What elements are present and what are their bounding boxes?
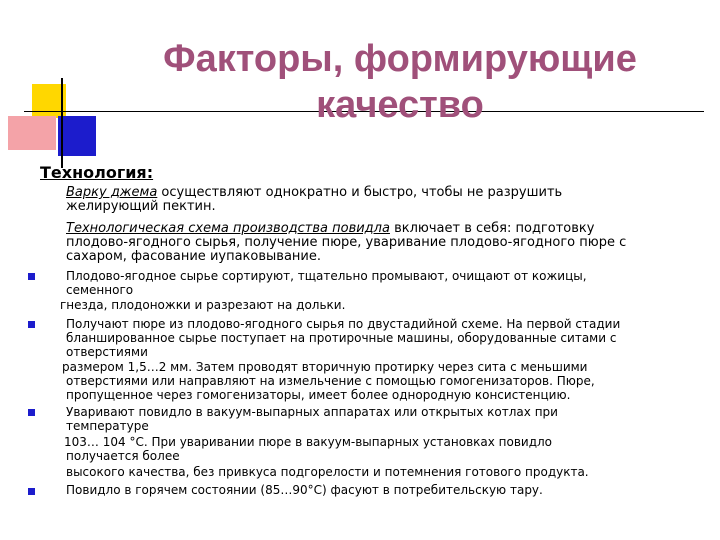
decor-blue-square xyxy=(58,116,96,156)
bullet-3-line-4: получается более xyxy=(66,449,180,463)
bullet-square-icon xyxy=(28,409,35,416)
bullet-square-icon xyxy=(28,273,35,280)
bullet-2-line-4: размером 1,5…2 мм. Затем проводят вторичную протирку через сита с меньшими xyxy=(62,360,588,374)
bullet-1-line-1: Плодово-ягодное сырье сортируют, тщательно промывают, очищают от кожицы, xyxy=(66,269,587,283)
slide-title xyxy=(100,36,700,128)
paragraph-jam-rest: осуществляют однократно и быстро, чтобы не разрушить xyxy=(157,185,563,200)
bullet-2-line-5: отверстиями или направляют на измельчение с помощью гомогенизаторов. Пюре, xyxy=(66,374,595,388)
bullet-3-line-5: высокого качества, без привкуса подгорелости и потемнения готового продукта. xyxy=(66,465,589,479)
paragraph-scheme-line-1 xyxy=(66,222,594,236)
decor-pink-square xyxy=(8,116,56,150)
paragraph-jam-emphasis: Варку джема xyxy=(66,185,158,200)
paragraph-scheme-line-3: сахаром, фасование иупаковывание. xyxy=(66,249,321,264)
bullet-2-line-3: отверстиями xyxy=(66,345,148,359)
slide-title-line-2: качество xyxy=(316,84,484,126)
decor-vertical-line xyxy=(61,78,63,168)
bullet-3-line-1: Уваривают повидло в вакуум-выпарных аппаратах или открытых котлах при xyxy=(66,405,558,419)
bullet-1-line-3: гнезда, плодоножки и разрезают на дольки. xyxy=(60,298,346,312)
bullet-2-line-1: Получают пюре из плодово-ягодного сырья по двустадийной схеме. На первой стадии xyxy=(66,317,621,331)
bullet-1-line-2: семенного xyxy=(66,283,134,297)
slide-title-line-1: Факторы, формирующие xyxy=(163,38,637,80)
section-heading: Технология: xyxy=(40,163,154,182)
bullet-3-line-2: температуре xyxy=(66,419,149,433)
paragraph-jam-line-2: желирующий пектин. xyxy=(66,199,216,214)
paragraph-jam-line-1 xyxy=(66,186,562,200)
paragraph-scheme-line-2: плодово-ягодного сырья, получение пюре, уваривание плодово-ягодного пюре с xyxy=(66,235,627,250)
paragraph-scheme-emphasis: Технологическая схема производства повидла xyxy=(66,221,390,236)
bullet-square-icon xyxy=(28,321,35,328)
bullet-4-line-1: Повидло в горячем состоянии (85…90°С) фасуют в потребительскую тару. xyxy=(66,483,543,497)
bullet-2-line-6: пропущенное через гомогенизаторы, имеет более однородную консистенцию. xyxy=(66,388,571,402)
bullet-square-icon xyxy=(28,488,35,495)
bullet-3-line-3: 103… 104 °С. При уваривании пюре в вакуум-выпарных установках повидло xyxy=(64,435,553,449)
bullet-2-line-2: бланшированное сырье поступает на протирочные машины, оборудованные ситами с xyxy=(66,331,617,345)
paragraph-scheme-rest: включает в себя: подготовку xyxy=(389,221,595,236)
